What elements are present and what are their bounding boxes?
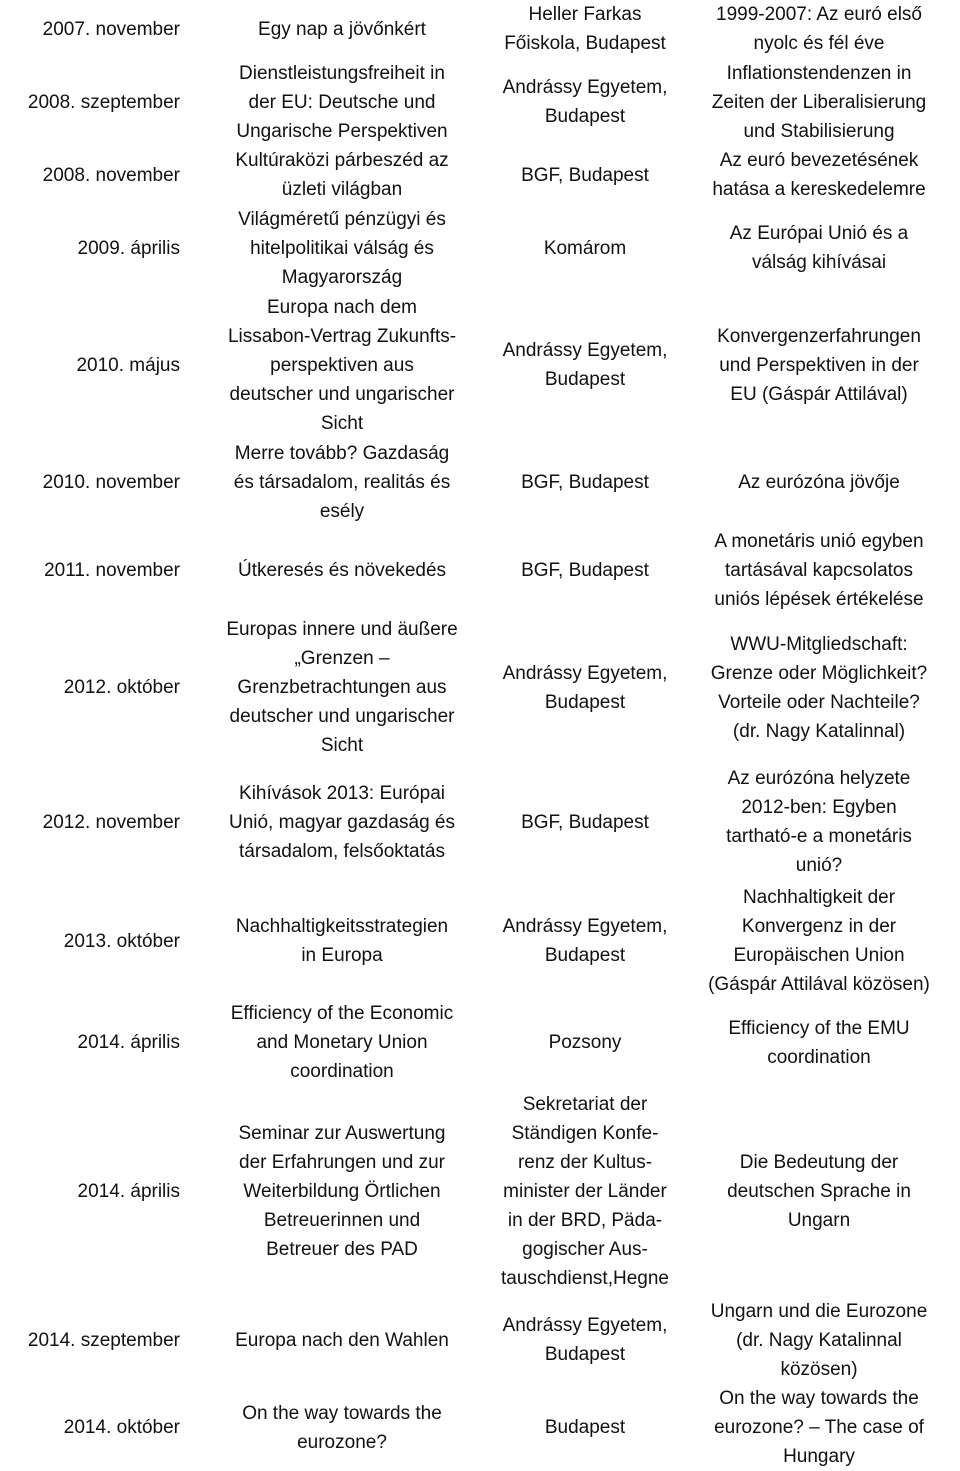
event-topic: Az eurózóna helyzete 2012-ben: Egyben tartható-e a monetáris unió? [726,768,912,876]
event-title: Seminar zur Auswertung der Erfahrungen und zur Weiterbildung Örtlichen Betreuerinnen und Betreuer des PAD [238,1122,446,1260]
table-row [0,526,960,614]
event-place: Budapest [544,1417,626,1438]
table-row [0,1296,960,1384]
table-row [0,146,960,204]
event-topic: Inflationstendenzen in Zeiten der Liberalisierung und Stabilisierung [711,62,927,142]
event-place: BGF, Budapest [521,811,649,833]
event-topic: Nachhaltigkeit der Konvergenz in der Europäischen Union (Gáspár Attilával közösen) [708,887,930,995]
event-date: 2011. november [44,559,180,581]
event-topic: Ungarn und die Eurozone (dr. Nagy Katalinnal közösen) [710,1300,928,1380]
event-date: 2008. november [42,164,180,186]
table-row [0,1384,960,1471]
event-date: 2014. október [63,1417,180,1438]
event-title: Europas innere und äußere „Grenzen – Grenzbetrachtungen aus deutscher und ungarischer Sicht [226,619,458,756]
event-title: Europa nach den Wahlen [235,1329,449,1351]
event-topic: 1999-2007: Az euró első nyolc és fél éve [716,4,922,54]
event-date: 2013. október [63,930,180,952]
table-row [0,0,960,58]
event-title: Világméretű pénzügyi és hitelpolitikai válság és Magyarország [238,208,446,288]
event-place: Sekretariat der Ständigen Konfe- renz der Kultus- minister der Länder in der BRD, Päda- gogischer Aus- tauschdienst,Hegne [501,1093,669,1289]
event-topic: Az eurózóna jövője [738,471,900,493]
event-title: Nachhaltigkeitsstrategien in Europa [235,916,449,966]
table-row [0,292,960,438]
event-place: Andrássy Egyetem, Budapest [502,916,668,966]
event-place: BGF, Budapest [521,164,649,186]
event-date: 2012. november [42,811,180,833]
table-row [0,614,960,761]
event-title: Dienstleistungsfreiheit in der EU: Deutsche und Ungarische Perspektiven [236,62,448,142]
event-title: Kihívások 2013: Európai Unió, magyar gazdaság és társadalom, felsőoktatás [228,782,455,862]
event-place: Andrássy Egyetem, Budapest [502,662,668,713]
table-row [0,438,960,526]
table-row [0,883,960,999]
event-date: 2012. október [63,677,180,698]
event-title: Kultúraközi párbeszéd az üzleti világban [235,150,449,200]
event-topic: Az Európai Unió és a válság kihívásai [729,223,909,273]
event-place: Andrássy Egyetem, Budapest [502,77,668,127]
event-place: Komárom [543,237,627,259]
event-topic: A monetáris unió egyben tartásával kapcsolatos uniós lépések értékelése [714,530,924,610]
event-title: Útkeresés és növekedés [237,559,447,581]
event-date: 2008. szeptember [27,91,180,113]
event-title: On the way towards the eurozone? [242,1402,442,1453]
event-date: 2014. április [77,1032,180,1053]
event-place: BGF, Budapest [521,471,649,493]
event-topic: Az euró bevezetésének hatása a kereskedelemre [712,150,926,200]
event-place: Heller Farkas Főiskola, Budapest [504,4,666,54]
event-place: Andrássy Egyetem, Budapest [502,1315,668,1365]
event-topic: Efficiency of the EMU coordination [728,1017,910,1068]
table-row [0,204,960,292]
event-date: 2007. november [42,18,180,40]
event-date: 2010. május [76,354,180,376]
event-date: 2010. november [42,471,180,493]
table-row [0,1086,960,1296]
event-title: Europa nach dem Lissabon-Vertrag Zukunfts- perspektiven aus deutscher und ungarischer Sicht [227,296,457,434]
event-place: Andrássy Egyetem, Budapest [502,340,668,390]
event-place: BGF, Budapest [521,559,649,581]
event-title: Efficiency of the Economic and Monetary Union coordination [230,1003,454,1082]
event-place: Pozsony [548,1032,622,1053]
event-topic: On the way towards the eurozone? – The case of Hungary [714,1388,924,1467]
event-topic: WWU-Mitgliedschaft: Grenze oder Möglichkeit? Vorteile oder Nachteile? (dr. Nagy Katalinnal) [710,633,928,742]
event-date: 2014. szeptember [27,1329,180,1351]
event-topic: Die Bedeutung der deutschen Sprache in Ungarn [727,1151,911,1231]
table-row [0,999,960,1086]
event-topic: Konvergenzerfahrungen und Perspektiven in der EU (Gáspár Attilával) [717,325,921,405]
event-title: Merre tovább? Gazdaság és társadalom, realitás és esély [233,442,451,522]
event-date: 2009. április [77,237,180,259]
event-title: Egy nap a jövőnkért [258,18,426,40]
table-row [0,761,960,883]
table-row [0,58,960,146]
event-date: 2014. április [77,1180,180,1202]
